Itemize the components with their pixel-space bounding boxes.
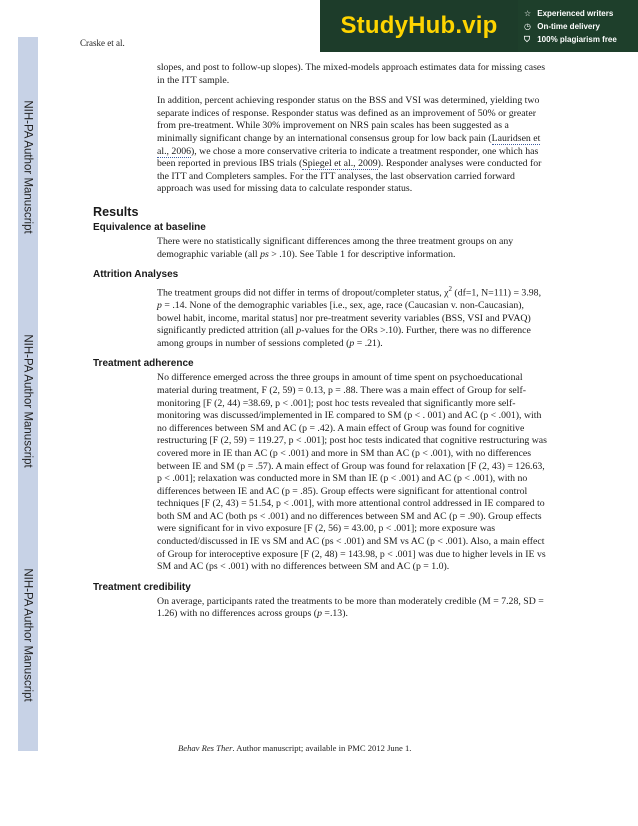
sidebar-label: NIH-PA Author Manuscript	[22, 568, 34, 702]
banner-feature-text: On-time delivery	[537, 21, 600, 31]
shield-icon: ⛉	[524, 34, 530, 44]
sidebar-label: NIH-PA Author Manuscript	[22, 100, 34, 234]
sidebar-label: NIH-PA Author Manuscript	[22, 334, 34, 468]
page-footer: Behav Res Ther. Author manuscript; available in PMC 2012 June 1.	[178, 743, 412, 753]
citation-link[interactable]: Lauridsen et al., 2006	[157, 132, 541, 157]
clock-icon: ◷	[524, 21, 531, 31]
studyhub-logo[interactable]: StudyHub.vip	[320, 0, 518, 52]
banner-feature	[524, 7, 638, 20]
article-body	[93, 62, 548, 621]
studyhub-banner[interactable]	[320, 0, 638, 52]
banner-feature	[524, 33, 638, 46]
banner-feature-list	[518, 7, 638, 46]
paragraph: The treatment groups did not differ in terms of dropout/completer status, $\chi^2$ (df=1, N=111) = 3.98, p = .14. None of the demographic variables [i.e., sex, age, race (Caucasian v. non-Caucasian), bowel habit, income, marital status] nor pre-treatment severity variables (BSS, VSI and PVAQ) significantly predicted attrition (all p-values for the ORs >.10). Further, there was no difference among groups in number of sessions completed (p = .21).	[157, 285, 542, 349]
paragraph: In addition, percent achieving responder status on the BSS and VSI was determined, yielding two separate indices of response. Responder status was defined as an improvement of 50% or greater from pre-treatment. While 30% improvement on NRS pain scales has been suggested as a minimally significant change by an international consensus group for low back pain (Lauridsen et al., 2006), we chose a more conservative criteria to indicate a treatment responder, one which has been reported in previous IBS trials (Spiegel et al., 2009). Responder analyses were conducted for the ITT and Completers samples. For the ITT analyses, the last observation carried forward approach was used for missing data to calculate responder status.	[157, 95, 542, 195]
subsection-heading: Equivalence at baseline	[93, 221, 206, 233]
running-head: Craske et al.	[80, 38, 125, 48]
subsection-heading: Treatment credibility	[93, 581, 191, 593]
nih-sidebar	[18, 37, 38, 751]
banner-feature-text: Experienced writers	[537, 8, 614, 18]
paragraph: No difference emerged across the three groups in amount of time spent on psychoeducational material during treatment, F (2, 59) = 0.13, p = .88. There was a main effect of Group for self-monitoring [F (2, 44) =38.69, p < .001]; post hoc tests revealed that significantly more self-monitoring was discussed/implemented in IE compared to SM (p < . 001) and AC (p < .001), with no differences between SM and AC (p = .42). A main effect of Group was found for cognitive restructuring [F (2, 59) = 119.27, p < .001]; post hoc tests indicated that cognitive restructuring was covered more in IE than AC (p < .001) and more in SM than AC (p < .001), with no differences between IE and SM (p = .57). A main effect of Group was found for relaxation [F (2, 43) = 126.63, p < .001]; relaxation was conducted more in SM than IE (p < .001) and AC (p < .001), with no differences between IE and AC (p = .85). Group effects were significant for attentional control techniques [F (2, 43) = 51.54, p < .001], with more attentional control addressed in IE compared to both SM and AC (both ps < .001) and no differences between SM and AC (p = .90). Group effects were significant for in vivo exposure [F (2, 56) = 43.00, p < .001]; more exposure was conducted/discussed in IE vs SM and AC (ps < .001) and SM vs AC (p < .001). Also, a main effect of Group for interoceptive exposure [F (2, 48) = 143.98, p < .001] was due to higher levels in IE vs SM and AC (ps < .001) with no differences between SM and AC (p = 1.0).	[157, 372, 547, 573]
paragraph: slopes, and post to follow-up slopes). The mixed-models approach estimates data for missing cases in the ITT sample.	[157, 62, 546, 86]
section-heading-results: Results	[93, 204, 139, 219]
banner-feature-text: 100% plagiarism free	[537, 34, 617, 44]
subsection-heading: Attrition Analyses	[93, 269, 179, 281]
banner-feature	[524, 20, 638, 33]
paragraph: On average, participants rated the treatments to be more than moderately credible (M = 7.28, SD = 1.26) with no differences across groups (p =.13).	[157, 595, 544, 620]
citation-link[interactable]: Spiegel et al., 2009	[302, 158, 378, 170]
subsection-heading: Treatment adherence	[93, 358, 194, 370]
star-icon: ☆	[524, 8, 532, 18]
paragraph: There were no statistically significant differences among the three treatment groups on any demographic variable (all ps > .10). See Table 1 for descriptive information.	[157, 235, 514, 260]
